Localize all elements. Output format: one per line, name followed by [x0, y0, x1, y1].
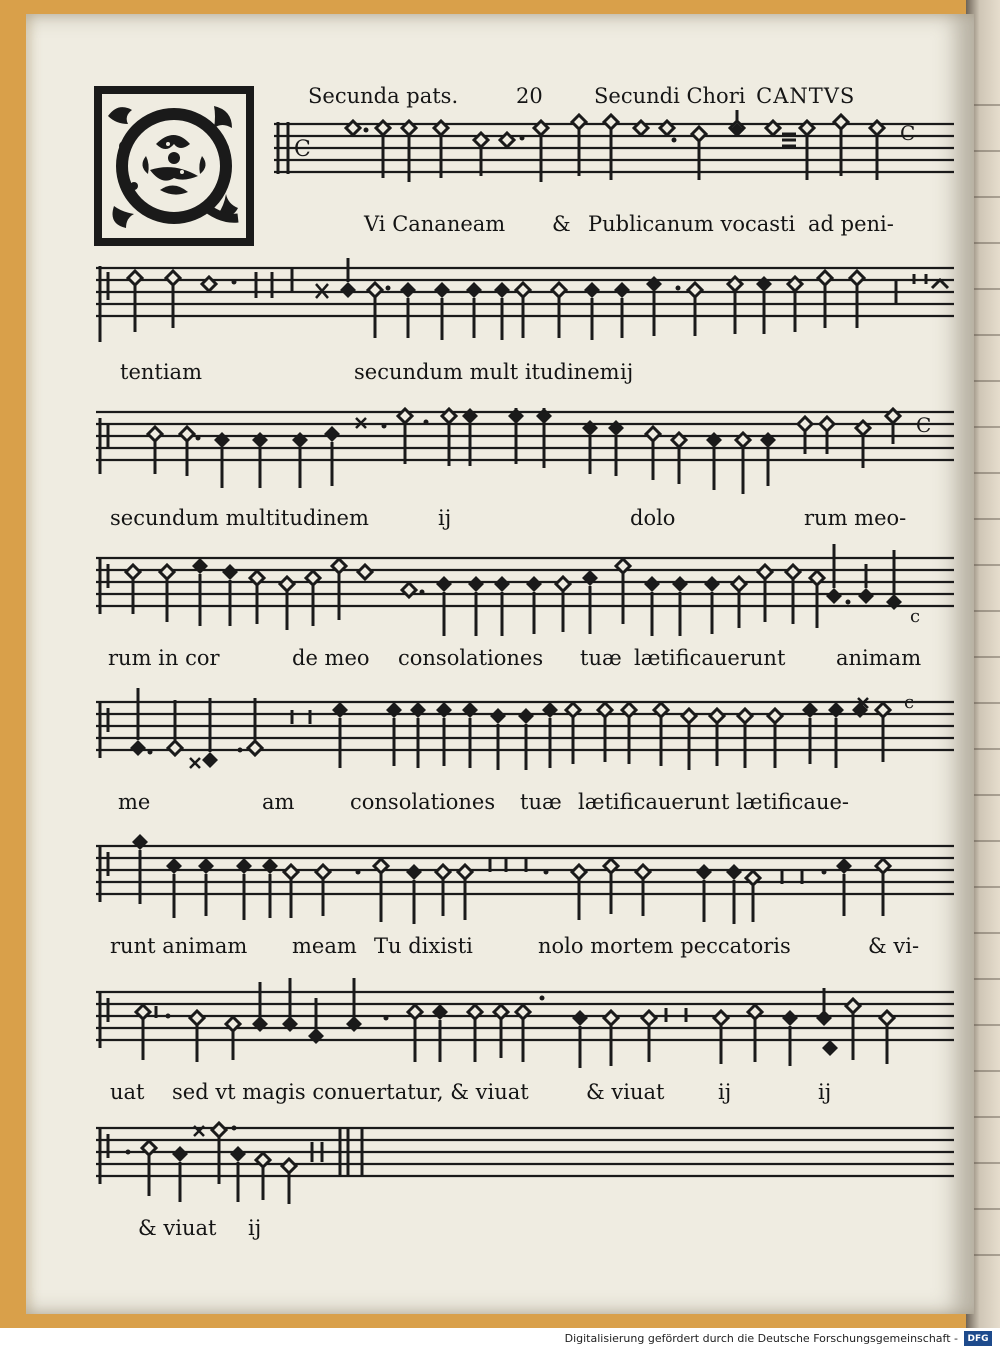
- staff-2: [96, 258, 958, 358]
- staff-1: [274, 110, 958, 210]
- lyric-syllable: am: [262, 790, 295, 814]
- svg-text:c: c: [904, 692, 915, 713]
- lyrics-line-6: [96, 934, 958, 964]
- music-system-5: [96, 688, 958, 838]
- music-system-7: [96, 978, 958, 1128]
- lyric-syllable: ad peni-: [808, 212, 894, 236]
- lyric-syllable: Tu dixisti: [374, 934, 473, 958]
- lyric-syllable: nolo mortem peccatoris: [538, 934, 791, 958]
- lyric-syllable: lætificauerunt: [634, 646, 786, 670]
- digitization-footer: [0, 1328, 1000, 1350]
- lyric-syllable: tuæ: [520, 790, 562, 814]
- lyric-syllable: Vi Cananeam: [364, 212, 506, 236]
- lyric-syllable: tuæ: [580, 646, 622, 670]
- lyric-syllable: Publicanum vocasti: [588, 212, 796, 236]
- funding-notice: Digitalisierung gefördert durch die Deutsche Forschungsgemeinschaft -: [564, 1332, 958, 1345]
- lyric-syllable: runt animam: [110, 934, 248, 958]
- lyrics-line-7: [96, 1080, 958, 1110]
- part-title: Secunda pats.: [308, 84, 459, 108]
- lyric-syllable: de meo: [292, 646, 370, 670]
- voice-label: CANTVS: [756, 84, 856, 108]
- lyric-syllable: sed vt magis conuertatur, & viuat: [172, 1080, 529, 1104]
- lyrics-line-4: [96, 646, 958, 676]
- music-system-3: [96, 404, 958, 554]
- lyric-syllable: meam: [292, 934, 357, 958]
- lyric-syllable: & viuat: [586, 1080, 665, 1104]
- lyric-syllable: tentiam: [120, 360, 202, 384]
- staff-7: [96, 978, 958, 1078]
- page-number: 20: [516, 84, 543, 108]
- choir-title: [594, 84, 855, 108]
- facing-page-bleed: [972, 60, 1000, 1260]
- lyric-syllable: dolo: [630, 506, 676, 530]
- music-system-8: [96, 1114, 958, 1264]
- lyric-syllable: ij: [718, 1080, 732, 1104]
- staff-4: [96, 544, 958, 644]
- lyric-syllable: rum in cor: [108, 646, 220, 670]
- lyric-syllable: uat: [110, 1080, 145, 1104]
- music-system-4: [96, 544, 958, 694]
- svg-text:C: C: [900, 121, 916, 145]
- music-system-6: [96, 832, 958, 982]
- lyric-syllable: ij: [818, 1080, 832, 1104]
- lyric-syllable: secundum mult itudinem: [354, 360, 620, 384]
- lyric-syllable: ij: [438, 506, 452, 530]
- lyric-syllable: secundum multitudinem: [110, 506, 369, 530]
- lyric-syllable: rum meo-: [804, 506, 907, 530]
- staff-6: [96, 832, 958, 932]
- lyrics-line-5: [96, 790, 958, 820]
- staff-5: [96, 688, 958, 788]
- dfg-logo-icon: DFG: [964, 1331, 992, 1346]
- lyric-syllable: &: [552, 212, 571, 236]
- lyric-syllable: consolationes: [350, 790, 496, 814]
- svg-text:C: C: [916, 413, 932, 437]
- lyric-syllable: consolationes: [398, 646, 544, 670]
- lyric-syllable: animam: [836, 646, 922, 670]
- lyric-syllable: me: [118, 790, 151, 814]
- music-system-2: [96, 258, 958, 408]
- lyrics-line-8: [96, 1216, 958, 1246]
- lyric-syllable: & viuat: [138, 1216, 217, 1240]
- music-system-1: [96, 110, 958, 260]
- lyric-syllable: & vi-: [868, 934, 920, 958]
- lyrics-line-3: [96, 506, 958, 536]
- svg-text:c: c: [910, 606, 921, 627]
- choir-label: Secundi Chori: [594, 84, 746, 108]
- lyrics-line-2: [96, 360, 958, 390]
- lyric-syllable: lætificauerunt lætificaue-: [578, 790, 850, 814]
- lyric-syllable: ij: [248, 1216, 262, 1240]
- svg-text:C: C: [294, 137, 311, 162]
- music-page: [26, 14, 974, 1314]
- lyric-syllable: ij: [620, 360, 634, 384]
- staff-3: [96, 404, 958, 504]
- lyrics-line-1: [96, 212, 958, 242]
- staff-8: [96, 1114, 958, 1214]
